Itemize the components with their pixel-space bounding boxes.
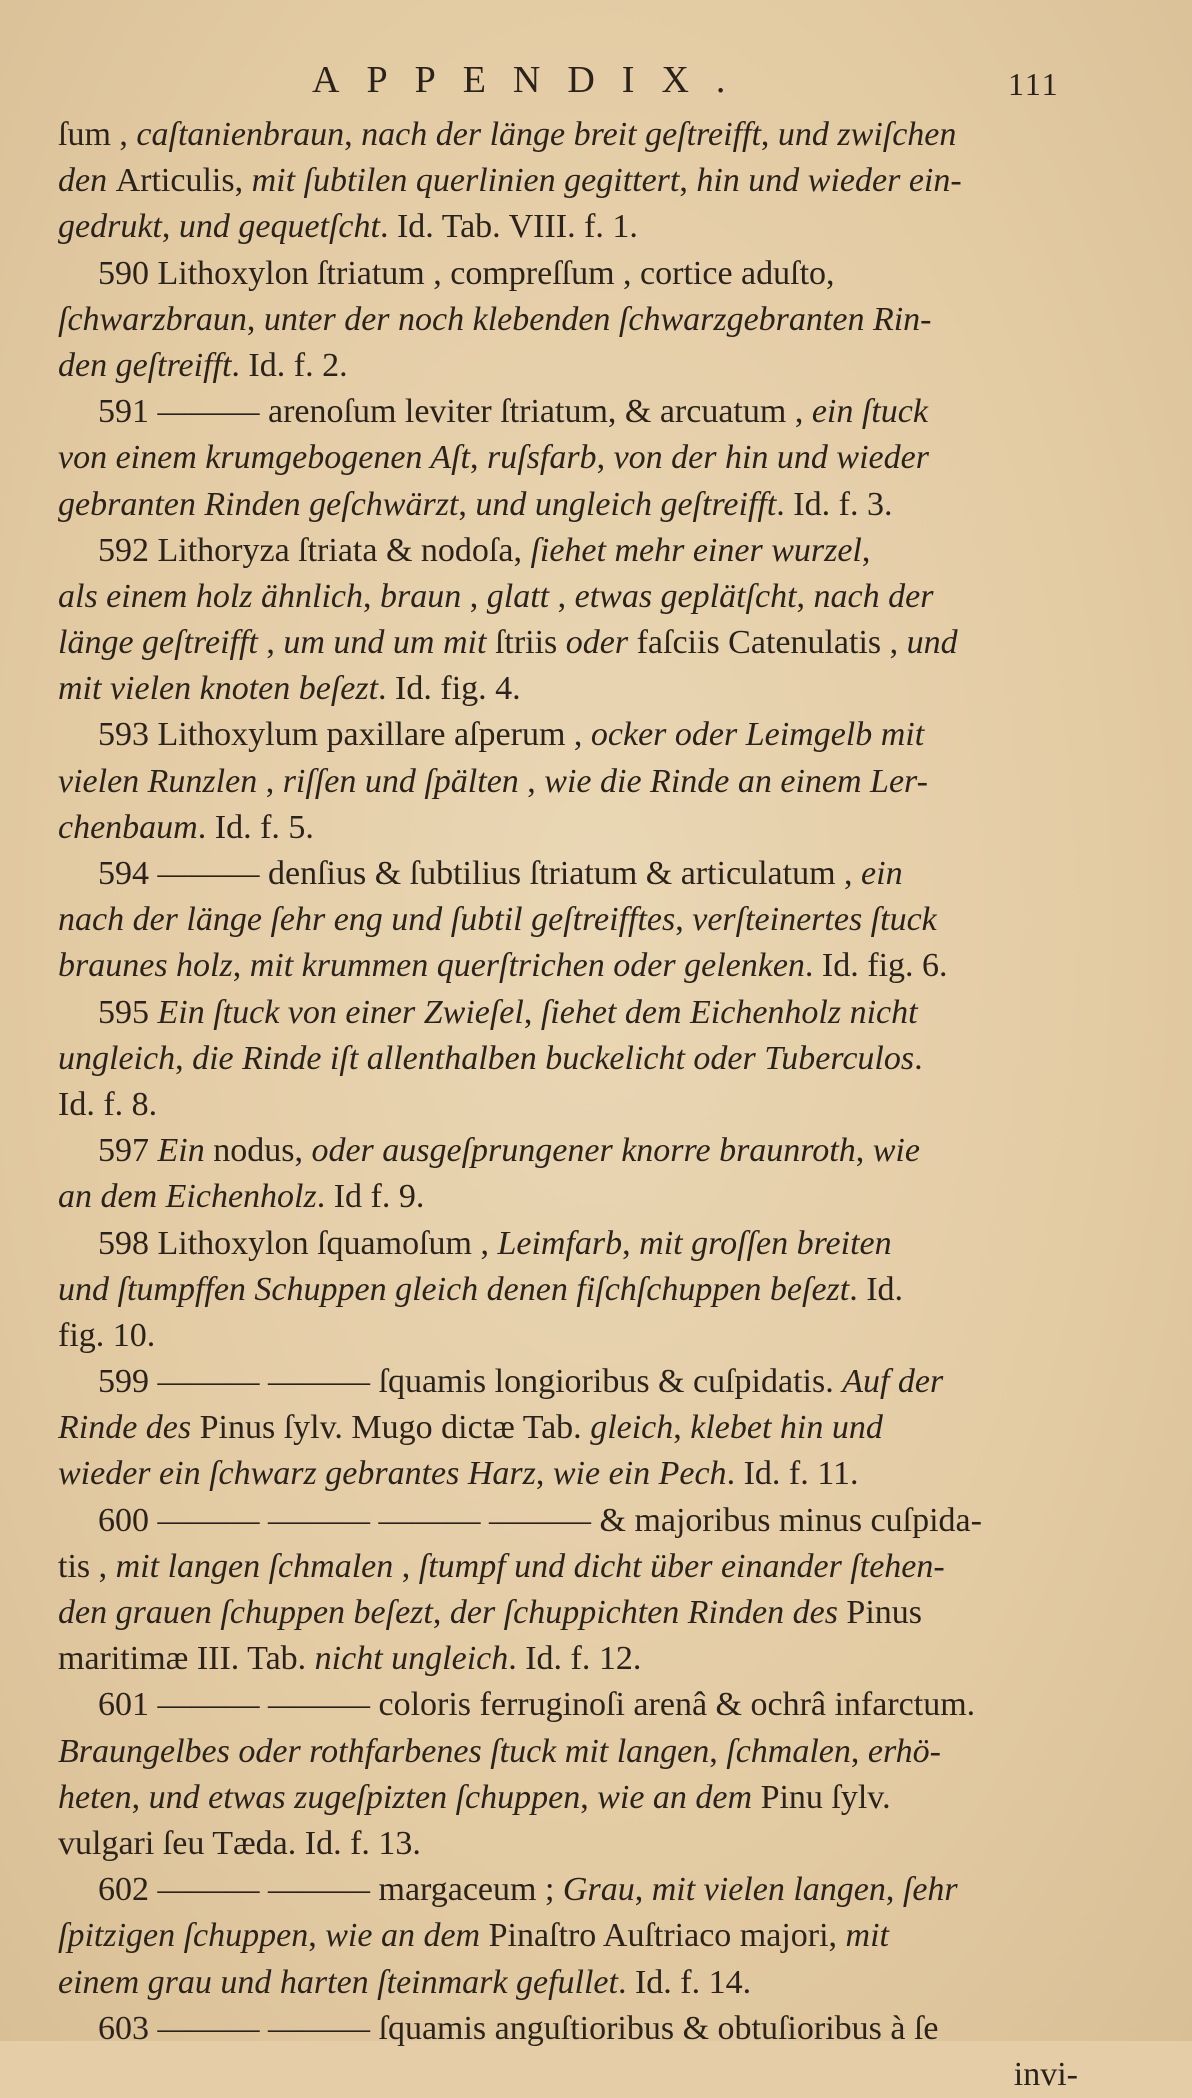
italic-text: verſteinertes ſtuck <box>692 901 937 939</box>
roman-text: , <box>850 1732 868 1770</box>
roman-text: , <box>308 1917 326 1955</box>
roman-text: 590 Lithoxylon ſtriatum , compreſſum , cortice aduſto, <box>98 254 835 292</box>
roman-text: , <box>855 1132 873 1170</box>
roman-text: , <box>885 1871 903 1909</box>
roman-text: Pinaſtro Auſtriaco majori, <box>480 1917 846 1955</box>
italic-text: von der hin und wieder <box>613 439 929 477</box>
roman-text: , <box>861 531 871 569</box>
roman-text: , <box>535 1455 553 1493</box>
text-line <box>58 112 1078 158</box>
italic-text: ruſsfarb <box>486 439 597 477</box>
text-line <box>58 2006 1078 2052</box>
text-line <box>58 851 1078 897</box>
roman-text: , <box>363 577 381 615</box>
roman-text: , <box>234 162 252 200</box>
italic-text: ein <box>861 855 903 892</box>
roman-text: ſum , <box>58 116 137 153</box>
italic-text: wie ein Pech <box>552 1455 727 1493</box>
roman-text: . Id f. 9. <box>316 1178 425 1216</box>
roman-text: 597 <box>98 1132 158 1170</box>
italic-text: braun <box>380 577 462 615</box>
roman-text: Id. f. 8. <box>58 1085 158 1123</box>
italic-text: mit ſubtilen querlinien gegittert <box>251 162 680 200</box>
roman-text: nodus, <box>204 1132 312 1170</box>
italic-text: einem grau und harten ſteinmark gefullet <box>58 1963 618 2001</box>
italic-text: und zwiſchen <box>777 116 957 153</box>
roman-text: 602 ——— ——— margaceum ; <box>98 1871 563 1909</box>
roman-text: 601 ——— ——— coloris ferruginoſi arenâ & ochrâ infarctum. <box>98 1686 976 1724</box>
page-header <box>0 58 1192 108</box>
roman-text: , <box>709 1732 727 1770</box>
italic-text: Braungelbes oder rothfarbenes ſtuck mit langen <box>58 1732 710 1770</box>
text-line <box>58 1174 1078 1220</box>
text-line <box>58 1405 1078 1451</box>
italic-text: und etwas zugeſpizten ſchuppen <box>148 1778 581 1816</box>
text-line <box>58 251 1078 297</box>
running-head: APPENDIX. <box>312 59 753 101</box>
italic-text: glatt <box>486 577 550 615</box>
roman-text: , <box>634 1871 652 1909</box>
text-line <box>58 1775 1078 1821</box>
italic-text: ſehr <box>902 1871 958 1909</box>
text-line <box>58 1544 1078 1590</box>
italic-text: wie <box>872 1132 920 1170</box>
italic-text: und ungleich geſtreifft <box>475 485 777 523</box>
roman-text: 598 Lithoxylon ſquamoſum , <box>98 1224 498 1262</box>
italic-text: ſtumpf und dicht über einander ſtehen- <box>418 1547 945 1585</box>
text-line <box>58 389 1078 435</box>
text-line <box>58 1267 1078 1313</box>
italic-text: nach der länge breit geſtreifft <box>361 116 761 153</box>
italic-text: mit vielen langen <box>651 1871 886 1909</box>
roman-text: vulgari ſeu Tæda. Id. f. 13. <box>58 1824 421 1862</box>
roman-text: faſciis Catenulatis , <box>628 624 907 662</box>
roman-text: , <box>523 993 541 1031</box>
italic-text: von einem krumgebogenen Aſt <box>58 439 470 477</box>
page-number: 111 <box>1008 66 1060 102</box>
roman-text: . Id. f. 11. <box>726 1455 859 1493</box>
italic-text: um und um mit <box>283 624 487 662</box>
italic-text: ſiehet dem Eichenholz nicht <box>540 993 918 1031</box>
roman-text: , <box>161 208 179 246</box>
text-line <box>58 666 1078 712</box>
roman-text: . Id. f. 3. <box>776 485 893 523</box>
text-line <box>58 1128 1078 1174</box>
text-line <box>58 1498 1078 1544</box>
italic-text: den grauen ſchuppen beſezt <box>58 1594 433 1631</box>
roman-text: 592 Lithoryza ſtriata & nodoſa, <box>98 531 531 569</box>
roman-text: , <box>469 439 487 477</box>
italic-text: und gequetſcht <box>178 208 380 246</box>
italic-text: Grau <box>562 1871 635 1909</box>
italic-text: an dem Eichenholz <box>58 1178 317 1216</box>
italic-text: und ſtumpffen Schuppen gleich denen fiſchſchuppen beſezt <box>58 1270 850 1308</box>
italic-text: wie die Rinde an einem Ler- <box>544 762 928 800</box>
text-line <box>58 805 1078 851</box>
italic-text: ſpitzigen ſchuppen <box>58 1917 309 1955</box>
roman-text: , <box>232 947 250 985</box>
italic-text: chenbaum <box>58 808 198 846</box>
text-line <box>58 1359 1078 1405</box>
text-line <box>58 759 1078 805</box>
roman-text: , <box>432 1594 450 1631</box>
text-line <box>58 1867 1078 1913</box>
roman-text: , <box>175 1039 193 1077</box>
roman-text: Articulis <box>115 162 235 200</box>
roman-text: , <box>796 577 814 615</box>
roman-text: , <box>596 439 614 477</box>
italic-text: oder <box>565 624 629 662</box>
roman-text: , <box>549 577 575 615</box>
roman-text: , <box>675 901 693 939</box>
italic-text: mit groſſen breiten <box>639 1224 892 1262</box>
italic-text: klebet hin und <box>690 1409 883 1447</box>
text-line <box>58 297 1078 343</box>
italic-text: Auf der <box>842 1363 944 1401</box>
roman-text: , <box>393 1547 419 1585</box>
text-line <box>58 158 1078 204</box>
text-line <box>58 1960 1078 2006</box>
italic-text: die Rinde iſt allenthalben buckelicht oder Tuberculos <box>192 1039 915 1077</box>
roman-text: 593 Lithoxylum paxillare aſperum , <box>98 716 591 754</box>
italic-text: mit langen ſchmalen <box>115 1547 394 1585</box>
page-body <box>58 112 1078 2098</box>
roman-text: . <box>914 1039 923 1077</box>
roman-text: , <box>246 300 264 338</box>
roman-text: Pinus ſylv. Mugo dictæ Tab. <box>191 1409 591 1447</box>
text-line <box>58 990 1078 1036</box>
italic-text: den geſtreifft <box>58 346 232 384</box>
italic-text: oder ausgeſprungener knorre braunroth <box>311 1132 856 1170</box>
text-line <box>58 1682 1078 1728</box>
roman-text: , <box>344 116 362 153</box>
roman-text: 599 ——— ——— ſquamis longioribus & cuſpidatis. <box>98 1363 843 1401</box>
italic-text: wieder ein ſchwarz gebrantes Harz <box>58 1455 536 1493</box>
text-line <box>58 482 1078 528</box>
roman-text: , <box>673 1409 691 1447</box>
text-line <box>58 1082 1078 1128</box>
italic-text: unter der noch klebenden ſchwarzgebranten Rin- <box>263 300 932 338</box>
italic-text: ungleich <box>58 1039 176 1077</box>
italic-text: nicht ungleich <box>314 1640 509 1678</box>
italic-text: mit vielen knoten beſezt <box>58 670 379 708</box>
text-line <box>58 204 1078 250</box>
italic-text: gleich <box>590 1409 674 1447</box>
roman-text: . Id. f. 2. <box>231 346 348 384</box>
roman-text: Pinus <box>837 1594 923 1631</box>
italic-text: nach der <box>813 577 934 615</box>
text-line <box>58 712 1078 758</box>
catchword: invi- <box>1013 2055 1078 2093</box>
italic-text: braunes holz <box>58 947 233 985</box>
italic-text: Rinde des <box>58 1409 192 1447</box>
text-line <box>58 1451 1078 1497</box>
roman-text: 595 <box>98 993 158 1031</box>
italic-text: erhö- <box>867 1732 941 1770</box>
text-line <box>58 574 1078 620</box>
text-line <box>58 1729 1078 1775</box>
roman-text: 591 ——— arenoſum leviter ſtriatum, & arcuatum , <box>98 393 812 431</box>
roman-text: . Id. f. 5. <box>197 808 314 846</box>
roman-text: , <box>257 624 284 662</box>
roman-text: . Id. fig. 6. <box>804 947 948 985</box>
roman-text: . Id. f. 12. <box>508 1640 642 1678</box>
italic-text: als einem holz ähnlich <box>58 577 364 615</box>
roman-text: , <box>518 762 545 800</box>
italic-text: vielen Runzlen <box>58 762 258 800</box>
roman-text: tis , <box>58 1547 116 1585</box>
roman-text: 600 ——— ——— ——— ——— & majoribus minus cuſpida- <box>98 1501 982 1539</box>
text-line <box>58 620 1078 666</box>
italic-text: wie an dem <box>325 1917 481 1955</box>
text-line <box>58 528 1078 574</box>
roman-text: , <box>580 1778 598 1816</box>
italic-text: hin und wieder ein- <box>696 162 962 200</box>
roman-text: . Id. fig. 4. <box>378 670 521 708</box>
roman-text: , <box>760 116 778 153</box>
italic-text: der ſchuppichten Rinden des <box>449 1594 838 1631</box>
italic-text: und <box>906 624 958 662</box>
text-line <box>58 1590 1078 1636</box>
italic-text: gebranten Rinden geſchwärzt <box>58 485 459 523</box>
italic-text: mit krummen querſtrichen oder gelenken <box>249 947 805 985</box>
text-line <box>58 343 1078 389</box>
italic-text: den <box>58 162 116 200</box>
roman-text: . Id. Tab. VIII. f. 1. <box>379 208 638 246</box>
text-line <box>58 1036 1078 1082</box>
text-line <box>58 943 1078 989</box>
italic-text: caſtanienbraun <box>136 116 345 153</box>
roman-text: . Id. <box>849 1270 904 1308</box>
roman-text: , <box>131 1778 149 1816</box>
text-line <box>58 435 1078 481</box>
italic-text: mit <box>845 1917 889 1955</box>
roman-text: 603 ——— ——— ſquamis anguſtioribus & obtuſioribus à ſe <box>98 2009 939 2047</box>
italic-text: Leimfarb <box>497 1224 623 1262</box>
italic-text: Ein ſtuck von einer Zwieſel <box>157 993 524 1031</box>
italic-text: Ein <box>157 1132 205 1170</box>
italic-text: ein ſtuck <box>811 393 928 431</box>
italic-text: heten <box>58 1778 132 1816</box>
text-line <box>58 1313 1078 1359</box>
roman-text: ſtriis <box>486 624 566 662</box>
text-line <box>58 1636 1078 1682</box>
roman-text: , <box>622 1224 640 1262</box>
italic-text: länge geſtreifft <box>58 624 258 662</box>
text-line <box>58 1913 1078 1959</box>
italic-text: ſiehet mehr einer wurzel <box>530 531 862 569</box>
italic-text: ocker oder Leimgelb mit <box>590 716 925 754</box>
roman-text: , <box>458 485 476 523</box>
italic-text: nach der länge ſehr eng und ſubtil geſtreifftes <box>58 901 676 939</box>
italic-text: ſchwarzbraun <box>58 300 247 338</box>
italic-text: riſſen und ſpälten <box>282 762 519 800</box>
roman-text: . Id. f. 14. <box>617 1963 752 2001</box>
text-line <box>58 1221 1078 1267</box>
roman-text: fig. 10. <box>58 1316 156 1354</box>
roman-text: 594 ——— denſius & ſubtilius ſtriatum & articulatum , <box>98 855 862 892</box>
italic-text: wie an dem <box>597 1778 753 1816</box>
italic-text: ſchmalen <box>726 1732 851 1770</box>
roman-text: , <box>679 162 697 200</box>
text-line <box>58 897 1078 943</box>
roman-text: , <box>461 577 487 615</box>
italic-text: etwas geplätſcht <box>574 577 797 615</box>
roman-text: , <box>257 762 283 800</box>
roman-text: maritimæ III. Tab. <box>58 1640 315 1678</box>
italic-text: gedrukt <box>58 208 162 246</box>
roman-text: Pinu ſylv. <box>752 1778 891 1816</box>
text-line <box>58 1821 1078 1867</box>
